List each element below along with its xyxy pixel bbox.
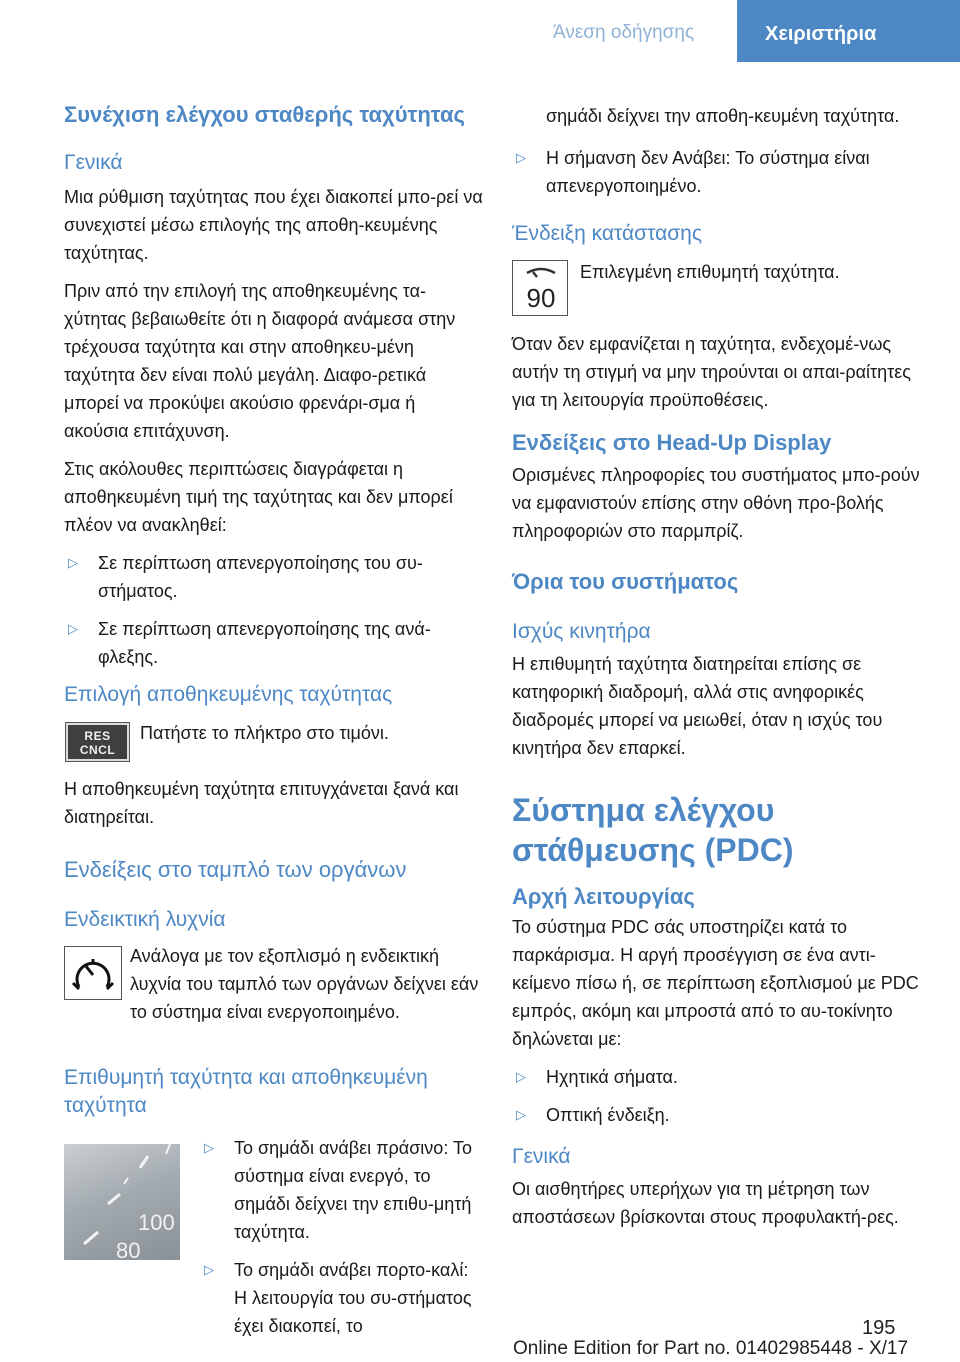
continued-text: σημάδι δείχνει την αποθη-κευμένη ταχύτητα. (546, 106, 900, 126)
list-item: ▷ Σε περίπτωση απενεργοποίησης της ανά-φλεξης. (64, 615, 484, 671)
paragraph: Το σύστημα PDC σάς υποστηρίζει κατά το παρκάρισμα. Η αργή προσέγγιση σε ένα αντι-κείμενο πίσω ή, σε περίπτωση εξοπλισμού με PDC εμπρός, ακόμη και μπροστά από το αυ-τοκίνητο δηλώνεται με: (512, 917, 919, 1049)
bullet-list (200, 1134, 484, 1350)
triangle-bullet-icon: ▷ (204, 1262, 214, 1277)
bullet-list (512, 144, 932, 200)
res-cncl-button-icon: RES CNCL (64, 719, 140, 761)
edition-note: Online Edition for Part no. 01402985448 - X/17 (513, 1338, 909, 1359)
general-heading-2: Γενικά (512, 1145, 571, 1168)
status-text: Επιλεγμένη επιθυμητή ταχύτητα. (580, 262, 840, 282)
gauge-description (64, 1134, 484, 1360)
paragraph: Μια ρύθμιση ταχύτητας που έχει διακοπεί μπο-ρεί να συνεχιστεί μέσω επιλογής της αποθη-κευμένης ταχύτητας. (64, 187, 483, 263)
list-item: ▷ Η σήμανση δεν Ανάβει: Το σύστημα είναι απενεργοποιημένο. (512, 144, 932, 200)
paragraph: Πριν από την επιλογή της αποθηκευμένης τα-χύτητας βεβαιωθείτε ότι η διαφορά ανάμεσα στην τρέχουσα ταχύτητα και στην αποθηκευ-μένη ταχύτητα δεν είναι πολύ μεγάλη. Διαφο-ρετικά μπορεί να προκύψει ακούσιο φρενάρι-σμα ή ακούσια επιτάχυνση. (64, 281, 456, 441)
triangle-bullet-icon: ▷ (516, 1107, 526, 1122)
principle-heading: Αρχή λειτουργίας (512, 884, 695, 909)
triangle-bullet-icon: ▷ (204, 1140, 214, 1155)
speedometer-lamp-icon (64, 946, 122, 1000)
paragraph: Οι αισθητήρες υπερήχων για τη μέτρηση των αποστάσεων βρίσκονται στους προφυλακτή-ρες. (512, 1179, 899, 1227)
speed-display-icon: 90 (512, 260, 568, 316)
triangle-bullet-icon: ▷ (516, 150, 526, 165)
right-column (512, 100, 932, 1241)
indicators-heading: Ενδείξεις στο ταμπλό των οργάνων (64, 857, 407, 882)
status-description (512, 258, 932, 316)
limits-heading: Όρια του συστήματος (512, 569, 739, 594)
bullet-list (64, 549, 484, 671)
list-item: ▷ Οπτική ένδειξη. (512, 1101, 932, 1129)
press-instruction: Πατήστε το πλήκτρο στο τιμόνι. (140, 723, 389, 743)
list-item: ▷ Ηχητικά σήματα. (512, 1063, 932, 1091)
stored-speed-heading: Επιλογή αποθηκευμένης ταχύτητας (64, 683, 393, 706)
list-item: ▷ Σε περίπτωση απενεργοποίησης του συ-στήματος. (64, 549, 484, 605)
button-instruction (64, 719, 484, 761)
page-number: 195 (862, 1317, 896, 1339)
indicator-lamp-heading: Ενδεικτική λυχνία (64, 908, 226, 931)
status-heading: Ένδειξη κατάστασης (512, 222, 702, 245)
hud-heading: Ενδείξεις στο Head-Up Display (512, 430, 832, 455)
section-title: Συνέχιση ελέγχου σταθερής ταχύτητας (64, 102, 465, 127)
chapter-tab[interactable]: Χειριστήρια (737, 0, 960, 62)
desired-speed-heading: Επιθυμητή ταχύτητα και αποθηκευμένη ταχύτητα (64, 1066, 428, 1117)
paragraph: Ορισμένες πληροφορίες του συστήματος μπο-ρούν να εμφανιστούν επίσης στην οθόνη προ-βολής πληροφοριών στο παρμπρίζ. (512, 465, 920, 541)
general-heading: Γενικά (64, 151, 123, 174)
section-tab[interactable]: Άνεση οδήγησης (553, 22, 695, 43)
triangle-bullet-icon: ▷ (68, 621, 78, 636)
left-column (64, 100, 484, 1360)
triangle-bullet-icon: ▷ (516, 1069, 526, 1084)
triangle-bullet-icon: ▷ (68, 555, 78, 570)
list-item: ▷ Το σημάδι ανάβει πορτο-καλί: Η λειτουργία του συ-στήματος έχει διακοπεί, το (200, 1256, 484, 1340)
engine-power-heading: Ισχύς κινητήρα (512, 620, 651, 643)
paragraph: Η αποθηκευμένη ταχύτητα επιτυγχάνεται ξανά και διατηρείται. (64, 779, 459, 827)
speedometer-gauge-image (64, 1144, 180, 1260)
paragraph: Όταν δεν εμφανίζεται η ταχύτητα, ενδεχομέ-νως αυτήν τη στιγμή να μην τηρούνται οι απαι-ραίτητες για τη λειτουργία προϋποθέσεις. (512, 334, 911, 410)
list-item: ▷ Το σημάδι ανάβει πράσινο: Το σύστημα είναι ενεργό, το σημάδι δείχνει την επιθυ-μητή ταχύτητα. (200, 1134, 484, 1246)
bullet-list (512, 1063, 932, 1129)
gauge-label: 100 (138, 1210, 175, 1235)
lamp-description (64, 942, 484, 1036)
paragraph: Η επιθυμητή ταχύτητα διατηρείται επίσης σε κατηφορική διαδρομή, αλλά στις ανηφορικές διαδρομές μπορεί να μειωθεί, όταν η ισχύς του κινητήρα δεν επαρκεί. (512, 654, 883, 758)
page-header (0, 0, 960, 62)
paragraph: Στις ακόλουθες περιπτώσεις διαγράφεται η αποθηκευμένη τιμή της ταχύτητας και δεν μπορεί πλέον να ανακληθεί: (64, 459, 453, 535)
pdc-title: Σύστημα ελέγχου στάθμευσης (PDC) (512, 792, 794, 868)
lamp-text: Ανάλογα με τον εξοπλισμό η ενδεικτική λυχνία του ταμπλό των οργάνων δείχνει εάν το σύστημα είναι ενεργοποιημένο. (130, 946, 479, 1022)
gauge-label: 80 (116, 1238, 141, 1260)
